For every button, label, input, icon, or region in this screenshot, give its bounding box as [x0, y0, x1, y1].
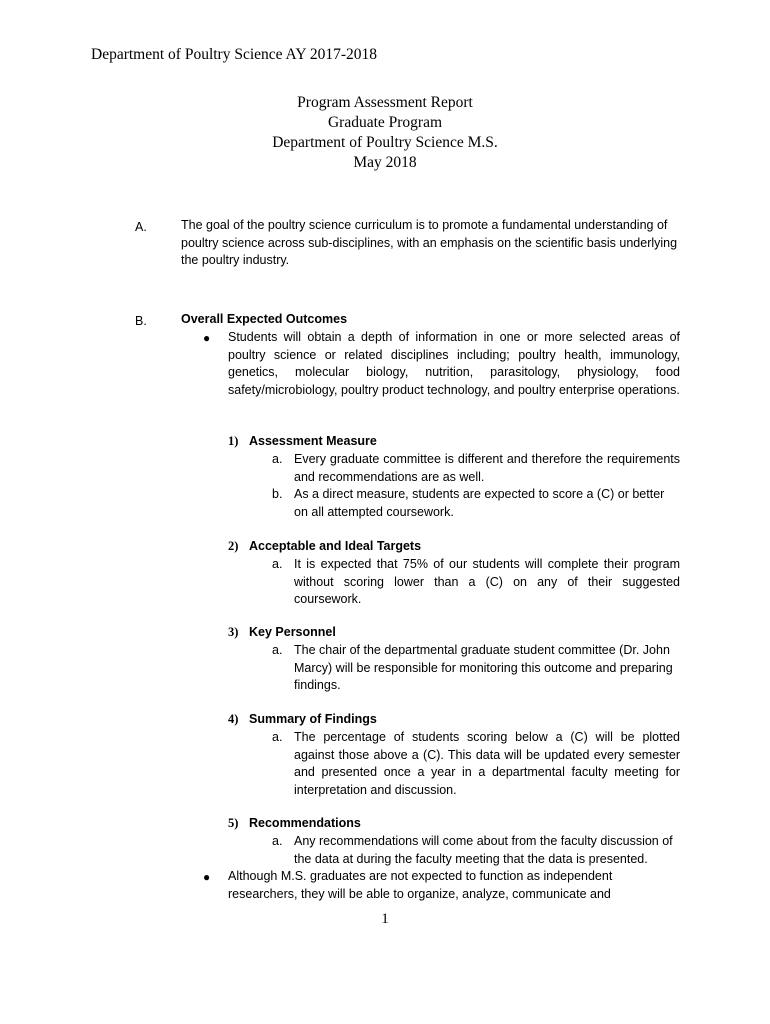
- section-a-letter: A.: [135, 220, 147, 234]
- bullet-marker: ●: [203, 331, 211, 345]
- item-3a-text: The chair of the departmental graduate student committee (Dr. John Marcy) will be responsible for monitoring this outcome and preparing findings.: [294, 643, 673, 693]
- item-1a-letter: a.: [272, 452, 283, 466]
- item-2-number: 2): [228, 539, 239, 553]
- item-1-title: Assessment Measure: [249, 434, 377, 448]
- item-1a-text: Every graduate committee is different and therefore the requirements and recommendations are as well.: [294, 452, 680, 484]
- bullet-marker: ●: [203, 870, 211, 884]
- item-1b-letter: b.: [272, 487, 283, 501]
- item-3-number: 3): [228, 625, 239, 639]
- outcome-bullet-2: Although M.S. graduates are not expected to function as independent researchers, they will be able to organize, analyze, communicate and: [228, 869, 613, 901]
- report-title: Program Assessment Report: [297, 94, 473, 111]
- item-1b-text: As a direct measure, students are expected to score a (C) or better on all attempted coursework.: [294, 487, 665, 519]
- item-2-title: Acceptable and Ideal Targets: [249, 539, 422, 553]
- item-2a-text: It is expected that 75% of our students will complete their program without scoring lower than a (C) on any of their suggested coursework.: [294, 557, 680, 607]
- item-3a-letter: a.: [272, 643, 283, 657]
- report-date: May 2018: [353, 154, 417, 171]
- item-4-number: 4): [228, 712, 239, 726]
- item-5a-text: Any recommendations will come about from the faculty discussion of the data at during the faculty meeting that the data is presented.: [294, 834, 673, 866]
- item-4-title: Summary of Findings: [249, 712, 377, 726]
- program-name: Graduate Program: [327, 114, 443, 131]
- item-1-number: 1): [228, 434, 239, 448]
- item-5a-letter: a.: [272, 834, 283, 848]
- item-3-title: Key Personnel: [249, 625, 336, 639]
- item-5-number: 5): [228, 816, 239, 830]
- department-program: Department of Poultry Science M.S.: [272, 134, 498, 151]
- item-2a-letter: a.: [272, 557, 283, 571]
- item-5-title: Recommendations: [249, 816, 361, 830]
- section-a-text: The goal of the poultry science curriculum is to promote a fundamental understanding of poultry science across sub-disciplines, with an emphasis on the scientific basis underlying the poultry industry.: [181, 218, 678, 268]
- report-title-block: [0, 93, 770, 173]
- item-4a-letter: a.: [272, 730, 283, 744]
- section-b-letter: B.: [135, 314, 147, 328]
- page-number: 1: [381, 911, 389, 927]
- page-header: Department of Poultry Science AY 2017-2018: [91, 46, 377, 63]
- outcome-bullet-1: Students will obtain a depth of information in one or more selected areas of poultry science or related disciplines including; poultry health, immunology, genetics, molecular biology, nutrition, parasitology, physiology, food safety/microbiology, poultry product technology, and poultry enterprise operations.: [228, 330, 680, 397]
- item-4a-text: The percentage of students scoring below a (C) will be plotted against those above a (C). This data will be updated every semester and presented once a year in a departmental faculty meeting for interpretation and discussion.: [294, 730, 680, 797]
- section-b-heading: Overall Expected Outcomes: [181, 312, 348, 326]
